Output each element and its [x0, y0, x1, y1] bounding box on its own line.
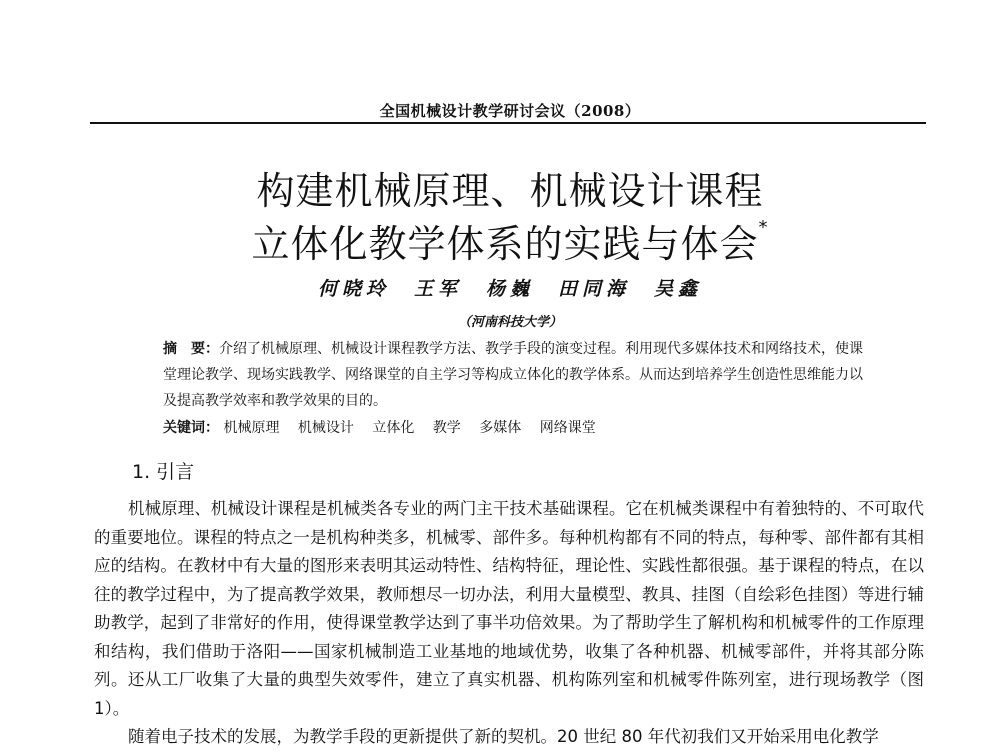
abstract-text: 介绍了机械原理、机械设计课程教学方法、教学手段的演变过程。利用现代多媒体技术和网络技术，使课堂理论教学、现场实践教学、网络课堂的自主学习等构成立体化的教学体系。从而达到培养学生创造性思维能力以及提高教学效率和教学效果的目的。	[163, 341, 863, 409]
keyword: 机械原理	[223, 420, 280, 436]
title-footnote-mark: *	[758, 217, 769, 238]
keyword: 网络课堂	[539, 420, 596, 436]
keyword: 立体化	[372, 420, 415, 436]
paragraph: 机械原理、机械设计课程是机械类各专业的两门主干技术基础课程。它在机械类课程中有着独特的、不可取代的重要地位。课程的特点之一是机构种类多，机械零、部件多。每种机构都有不同的特点，每种零、部件都有其相应的结构。在教材中有大量的图形来表明其运动特性、结构特征，理论性、实践性都很强。基于课程的特点，在以往的教学过程中，为了提高教学效果，教师想尽一切办法，利用大量模型、教具、挂图（自绘彩色挂图）等进行辅助教学，起到了非常好的作用，使得课堂教学达到了事半功倍效果。为了帮助学生了解机构和机械零件的工作原理和结构，我们借助于洛阳——国家机械制造工业基地的地域优势，收集了各种机器、机械零部件，并将其部分陈列。还从工厂收集了大量的典型失效零件，建立了真实机器、机构陈列室和机械零件陈列室，进行现场教学（图 1）。	[94, 499, 924, 718]
keyword: 多媒体	[479, 420, 522, 436]
running-header: 全国机械设计教学研讨会议（2008）	[379, 102, 641, 120]
section-heading: 1. 引言	[132, 461, 195, 483]
header-rule	[90, 122, 926, 124]
keywords-label: 关键词：	[163, 420, 219, 436]
affiliation: （河南科技大学）	[457, 315, 562, 330]
body-text	[94, 495, 924, 752]
title-line-2	[180, 213, 840, 268]
keyword: 教学	[432, 420, 461, 436]
abstract	[163, 336, 863, 414]
author-list: 何晓玲 王军 杨巍 田同海 吴鑫	[317, 278, 702, 300]
title-line-1	[180, 160, 840, 215]
paragraph: 随着电子技术的发展，为教学手段的更新提供了新的契机。20 世纪 80 年代初我们又开始采用电化教学	[128, 727, 879, 746]
abstract-label: 摘 要：	[163, 341, 219, 357]
keywords	[163, 417, 863, 437]
keyword: 机械设计	[297, 420, 354, 436]
title-line-1-text: 构建机械原理、机械设计课程	[256, 169, 764, 213]
title-line-2-text: 立体化教学体系的实践与体会	[251, 222, 759, 266]
